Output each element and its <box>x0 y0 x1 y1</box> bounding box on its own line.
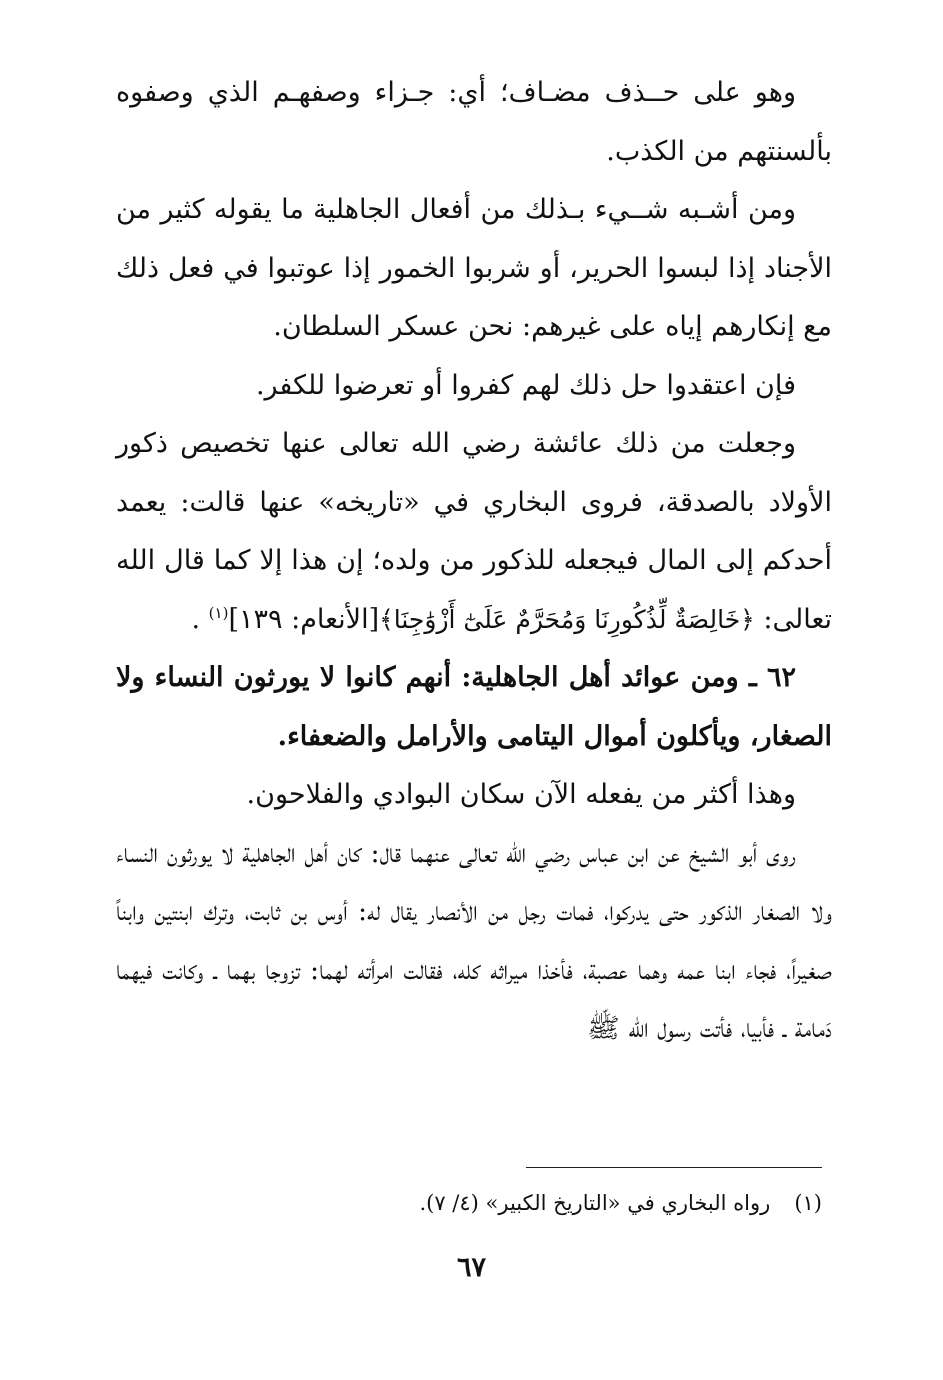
paragraph-2: ومن أشـبه شــيء بـذلك من أفعال الجاهلية ما يقوله كثير من الأجناد إذا لبسوا الحرير، أو شربوا الخمور إذا عوتبوا في فعل ذلك مع إنكارهم إياه على غيرهم: نحن عسكر السلطان. <box>116 194 832 342</box>
paragraph-1: وهو على حــذف مضـاف؛ أي: جـزاء وصفهـم الذي وصفوه بألسنتهم من الكذب. <box>116 77 832 167</box>
paragraph-4 <box>116 415 832 649</box>
page-number: ٦٧ <box>456 1252 486 1283</box>
footnote-separator <box>526 1167 822 1168</box>
footnote-number: (١) <box>794 1191 822 1215</box>
paragraph-7: روى أبو الشيخ عن ابن عباس رضي الله تعالى عنهما قال: كان أهل الجاهلية لا يورثون النساء ولا الصغار الذكور حتى يدركوا، فمات رجل من الأنصار يقال له: أوس بن ثابت، وترك ابنتين وابناً صغيراً، فجاء ابنا عمه وهما عصبة، فأخذا ميراثه كله، فقالت امرأته لهما: تزوجا بهما ـ وكانت فيهما دَمامة ـ فأبيا، فأتت رسول الله ﷺ <box>116 837 832 1044</box>
paragraph-6: وهذا أكثر من يفعله الآن سكان البوادي والفلاحون. <box>246 779 796 810</box>
section-heading-62: ٦٢ ـ ومن عوائد أهل الجاهلية: أنهم كانوا لا يورثون النساء ولا الصغار، ويأكلون أموال اليتامى والأرامل والضعفاء. <box>116 662 832 752</box>
footnote <box>116 1188 822 1218</box>
main-text <box>116 64 832 1059</box>
paragraph-4-text: وجعلت من ذلك عائشة رضي الله تعالى عنها تخصيص ذكور الأولاد بالصدقة، فروى البخاري في «تاريخه» عنها قالت: يعمد أحدكم إلى المال فيجعله للذكور من ولده؛ إن هذا إلا كما قال الله تعالى: <box>116 428 832 635</box>
footnote-ref[interactable]: (١) <box>208 603 229 622</box>
footnote-text: رواه البخاري في «التاريخ الكبير» (٤/ ٧). <box>419 1191 771 1215</box>
paragraph-4-end: . <box>191 603 201 635</box>
quran-verse: ﴿خَالِصَةٌ لِّذُكُورِنَا وَمُحَرَّمٌ عَلَىٰٓ أَزْوَٰجِنَا﴾ <box>379 604 755 634</box>
paragraph-3: فإن اعتقدوا حل ذلك لهم كفروا أو تعرضوا للكفر. <box>255 369 796 401</box>
verse-citation: [الأنعام: ١٣٩] <box>228 603 380 635</box>
